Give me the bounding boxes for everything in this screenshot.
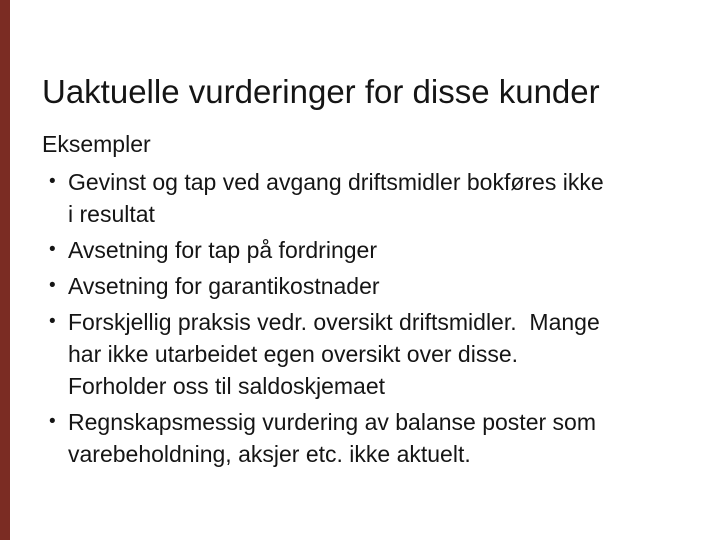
- bullet-line: i resultat: [68, 201, 155, 227]
- bullet-line: Avsetning for tap på fordringer: [68, 237, 377, 263]
- bullet-marker-icon: •: [49, 171, 56, 192]
- bullet-text: [68, 306, 704, 402]
- bullet-item: [42, 406, 704, 470]
- bullet-marker-icon: •: [49, 311, 56, 332]
- bullet-text: [68, 270, 704, 302]
- bullet-line: Avsetning for garantikostnader: [68, 273, 380, 299]
- bullet-line: har ikke utarbeidet egen oversikt over disse.: [68, 341, 519, 367]
- bullet-marker-icon: •: [49, 411, 56, 432]
- bullet-text: [68, 234, 704, 266]
- slide-title: Uaktuelle vurderinger for disse kunder: [42, 73, 600, 111]
- bullet-text: [68, 406, 704, 470]
- slide-body: [42, 128, 704, 470]
- bullet-line: Gevinst og tap ved avgang driftsmidler bokføres ikke: [68, 169, 604, 195]
- bullet-item: [42, 166, 704, 230]
- bullet-line: Forskjellig praksis vedr. oversikt driftsmidler. Mange: [68, 309, 600, 335]
- bullet-item: [42, 234, 704, 266]
- bullet-text: [68, 166, 704, 230]
- bullet-item: [42, 270, 704, 302]
- bullet-list: [42, 166, 704, 470]
- bullet-marker-icon: •: [49, 239, 56, 260]
- bullet-line: varebeholdning, aksjer etc. ikke aktuelt.: [68, 441, 471, 467]
- bullet-line: Forholder oss til saldoskjemaet: [68, 373, 386, 399]
- bullet-marker-icon: •: [49, 275, 56, 296]
- left-accent-bar: [0, 0, 10, 540]
- bullet-line: Regnskapsmessig vurdering av balanse poster som: [68, 409, 596, 435]
- body-subtitle: Eksempler: [42, 131, 151, 157]
- bullet-item: [42, 306, 704, 402]
